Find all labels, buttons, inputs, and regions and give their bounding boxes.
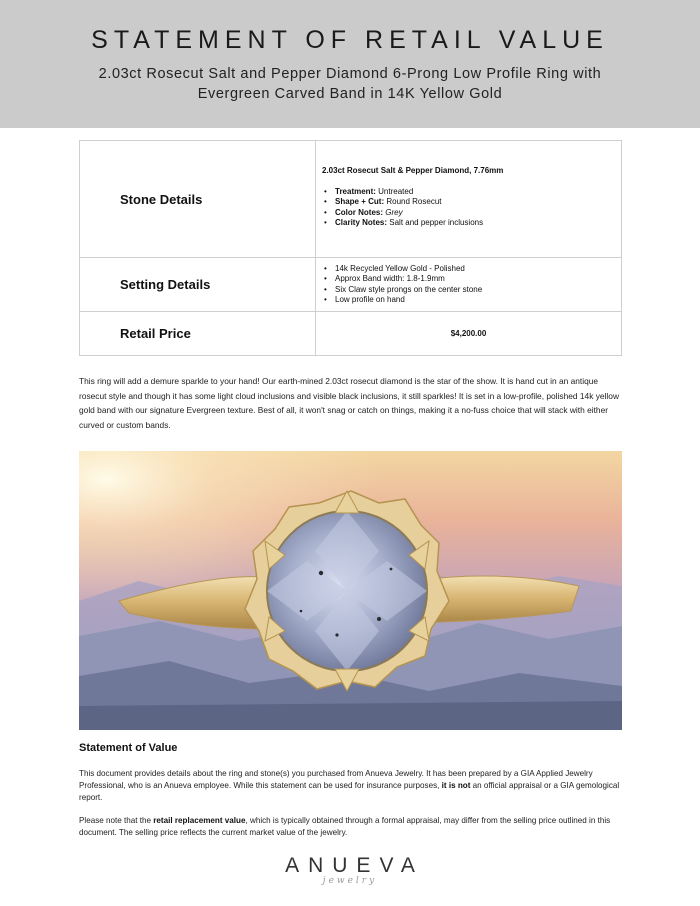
setting-item: • Low profile on hand: [322, 295, 621, 306]
setting-details-row: [80, 258, 622, 312]
spec-key: Treatment:: [335, 186, 376, 196]
page-subtitle: 2.03ct Rosecut Salt and Pepper Diamond 6-Prong Low Profile Ring with Evergreen Carved Band in 14K Yellow Gold: [98, 66, 602, 102]
spec-key: Color Notes:: [335, 207, 383, 217]
spec-shape-cut: [322, 197, 621, 208]
page-title: STATEMENT OF RETAIL VALUE: [91, 26, 609, 54]
stone-details-row: [80, 141, 622, 258]
statement-p1-text-end: an official appraisal or a GIA gemological report.: [79, 781, 620, 802]
statement-of-value-title: Statement of Value: [79, 742, 178, 754]
setting-item: • Approx Band width: 1.8-1.9mm: [322, 274, 621, 285]
statement-paragraph-2: [79, 815, 619, 839]
spec-treatment: [322, 187, 621, 198]
setting-item: • 14k Recycled Yellow Gold - Polished: [322, 264, 621, 275]
stone-spec-list: [322, 187, 621, 229]
spec-value: Salt and pepper inclusions: [389, 218, 484, 227]
retail-price-row: [80, 312, 622, 356]
setting-details-label: Setting Details: [80, 258, 316, 312]
ring-description: This ring will add a demure sparkle to your hand! Our earth-mined 2.03ct rosecut diamond is the star of the show. It is hand cut in an antique rosecut style and though it has some light cloud inclusions and visible black inclusions, it still sparkles! It is set in a low-profile, polished 14k yellow gold band with our signature Evergreen texture. Best of all, it won't snag or catch on things, making it a no-fuss choice that will stack with either curved or custom bands.: [79, 376, 619, 430]
spec-color-notes: [322, 208, 621, 219]
spec-value: Untreated: [378, 186, 414, 196]
statement-p2-text-end: , which is typically obtained through a formal appraisal, may differ from the selling price outlined in this document. The selling price reflects the current market value of the jewelry.: [79, 816, 611, 837]
ring-photo: [79, 451, 622, 730]
spec-value: Grey: [385, 207, 403, 217]
stone-details-value: [316, 141, 622, 258]
statement-p1-emphasis: it is not: [441, 781, 471, 790]
stone-details-label: Stone Details: [80, 141, 316, 258]
statement-p2-emphasis: retail replacement value: [153, 816, 246, 825]
spec-value: Round Rosecut: [386, 197, 442, 206]
spec-key: Shape + Cut:: [335, 197, 385, 206]
header-banner: [0, 0, 700, 128]
retail-price-label: Retail Price: [80, 312, 316, 356]
spec-clarity-notes: [322, 218, 621, 229]
statement-p1-text: This document provides details about the ring and stone(s) you purchased from Anueva Jewelry. It has been prepared by a GIA Applied Jewelry Professional, who is an Anueva employee. While this statement can be used for insurance purposes,: [79, 769, 593, 790]
setting-item: • Six Claw style prongs on the center stone: [322, 285, 621, 296]
setting-details-value: [316, 258, 622, 312]
spec-key: Clarity Notes:: [335, 218, 388, 227]
details-table: [79, 140, 622, 356]
retail-price-value: $4,200.00: [316, 312, 622, 356]
logo-brand: ANUEVA: [285, 854, 424, 877]
anueva-logo: [0, 854, 700, 886]
logo-subtitle: jewelry: [322, 876, 378, 886]
stone-heading: 2.03ct Rosecut Salt & Pepper Diamond, 7.76mm: [322, 165, 504, 175]
statement-paragraph-1: [79, 768, 627, 804]
setting-list: [322, 264, 621, 306]
statement-p2-text: Please note that the: [79, 816, 154, 825]
